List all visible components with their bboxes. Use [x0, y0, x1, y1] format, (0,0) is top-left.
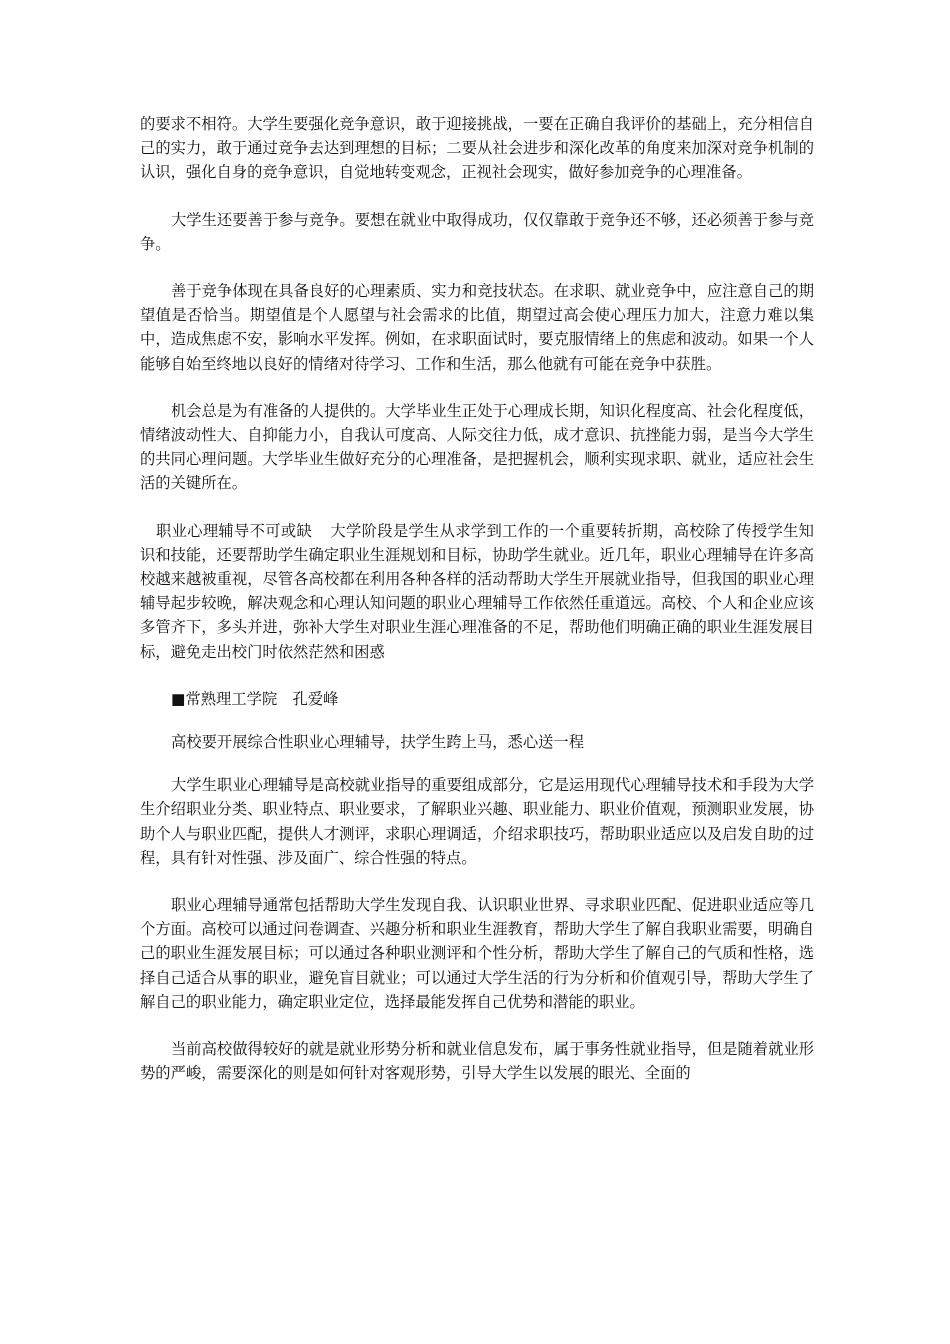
section-heading: 职业心理辅导不可或缺 [156, 521, 313, 540]
paragraph-6: 职业心理辅导通常包括帮助大学生发现自我、认识职业世界、寻求职业匹配、促进职业适应等几个方面。高校可以通过问卷调查、兴趣分析和职业生涯教育，帮助大学生了解自我职业需要，明确自己的职业生涯发展目标；可以通过各种职业测评和个性分析，帮助大学生了解自己的气质和性格，选择自己适合从事的职业，避免盲目就业；可以通过大学生活的行为分析和价值观引导，帮助大学生了解自己的职业能力，确定职业定位，选择最能发挥自己优势和潜能的职业。 [140, 896, 814, 1011]
byline: ■常熟理工学院 孔爱峰 [171, 689, 339, 708]
section-body: 大学阶段是学生从求学到工作的一个重要转折期，高校除了传授学生知识和技能，还要帮助学生确定职业生涯规划和目标，协助学生就业。近几年，职业心理辅导在许多高校越来越被重视，尽管各高校都在利用各种各样的活动帮助大学生开展就业指导，但我国的职业心理辅导起步较晚，解决观念和心理认知问题的职业心理辅导工作依然任重道远。高校、个人和企业应该多管齐下，多头并进，弥补大学生对职业生涯心理准备的不足，帮助他们明确正确的职业生涯发展目标，避免走出校门时依然茫然和困惑 [140, 521, 814, 661]
subtitle: 高校要开展综合性职业心理辅导，扶学生跨上马，悉心送一程 [171, 733, 585, 752]
paragraph-1: 的要求不相符。大学生要强化竞争意识，敢于迎接挑战，一要在正确自我评价的基础上，充分相信自己的实力，敢于通过竞争去达到理想的目标；二要从社会进步和深化改革的角度来加深对竞争机制的认识，强化自身的竞争意识，自觉地转变观念，正视社会现实，做好参加竞争的心理准备。 [140, 115, 814, 182]
paragraph-2: 大学生还要善于参与竞争。要想在就业中取得成功，仅仅靠敢于竞争还不够，还必须善于参与竞争。 [140, 210, 814, 253]
section-paragraph [140, 519, 814, 664]
paragraph-4: 机会总是为有准备的人提供的。大学毕业生正处于心理成长期，知识化程度高、社会化程度低，情绪波动性大、自抑能力小，自我认可度高、人际交往力低，成才意识、抗挫能力弱，是当今大学生的共同心理问题。大学毕业生做好充分的心理准备，是把握机会，顺利实现求职、就业，适应社会生活的关键所在。 [140, 401, 814, 493]
paragraph-5: 大学生职业心理辅导是高校就业指导的重要组成部分，它是运用现代心理辅导技术和手段为大学生介绍职业分类、职业特点、职业要求，了解职业兴趣、职业能力、职业价值观，预测职业发展，协助个人与职业匹配，提供人才测评，求职心理调适，介绍求职技巧，帮助职业适应以及启发自助的过程，具有针对性强、涉及面广、综合性强的特点。 [140, 776, 814, 867]
paragraph-3: 善于竞争体现在具备良好的心理素质、实力和竞技状态。在求职、就业竞争中，应注意自己的期望值是否恰当。期望值是个人愿望与社会需求的比值，期望过高会使心理压力加大，注意力难以集中，造成焦虑不安，影响水平发挥。例如，在求职面试时，要克服情绪上的焦虑和波动。如果一个人能够自始至终地以良好的情绪对待学习、工作和生活，那么他就有可能在竞争中获胜。 [140, 282, 814, 373]
paragraph-7: 当前高校做得较好的就是就业形势分析和就业信息发布，属于事务性就业指导，但是随着就业形势的严峻，需要深化的则是如何针对客观形势，引导大学生以发展的眼光、全面的 [140, 1040, 814, 1083]
document-page [140, 112, 814, 1109]
